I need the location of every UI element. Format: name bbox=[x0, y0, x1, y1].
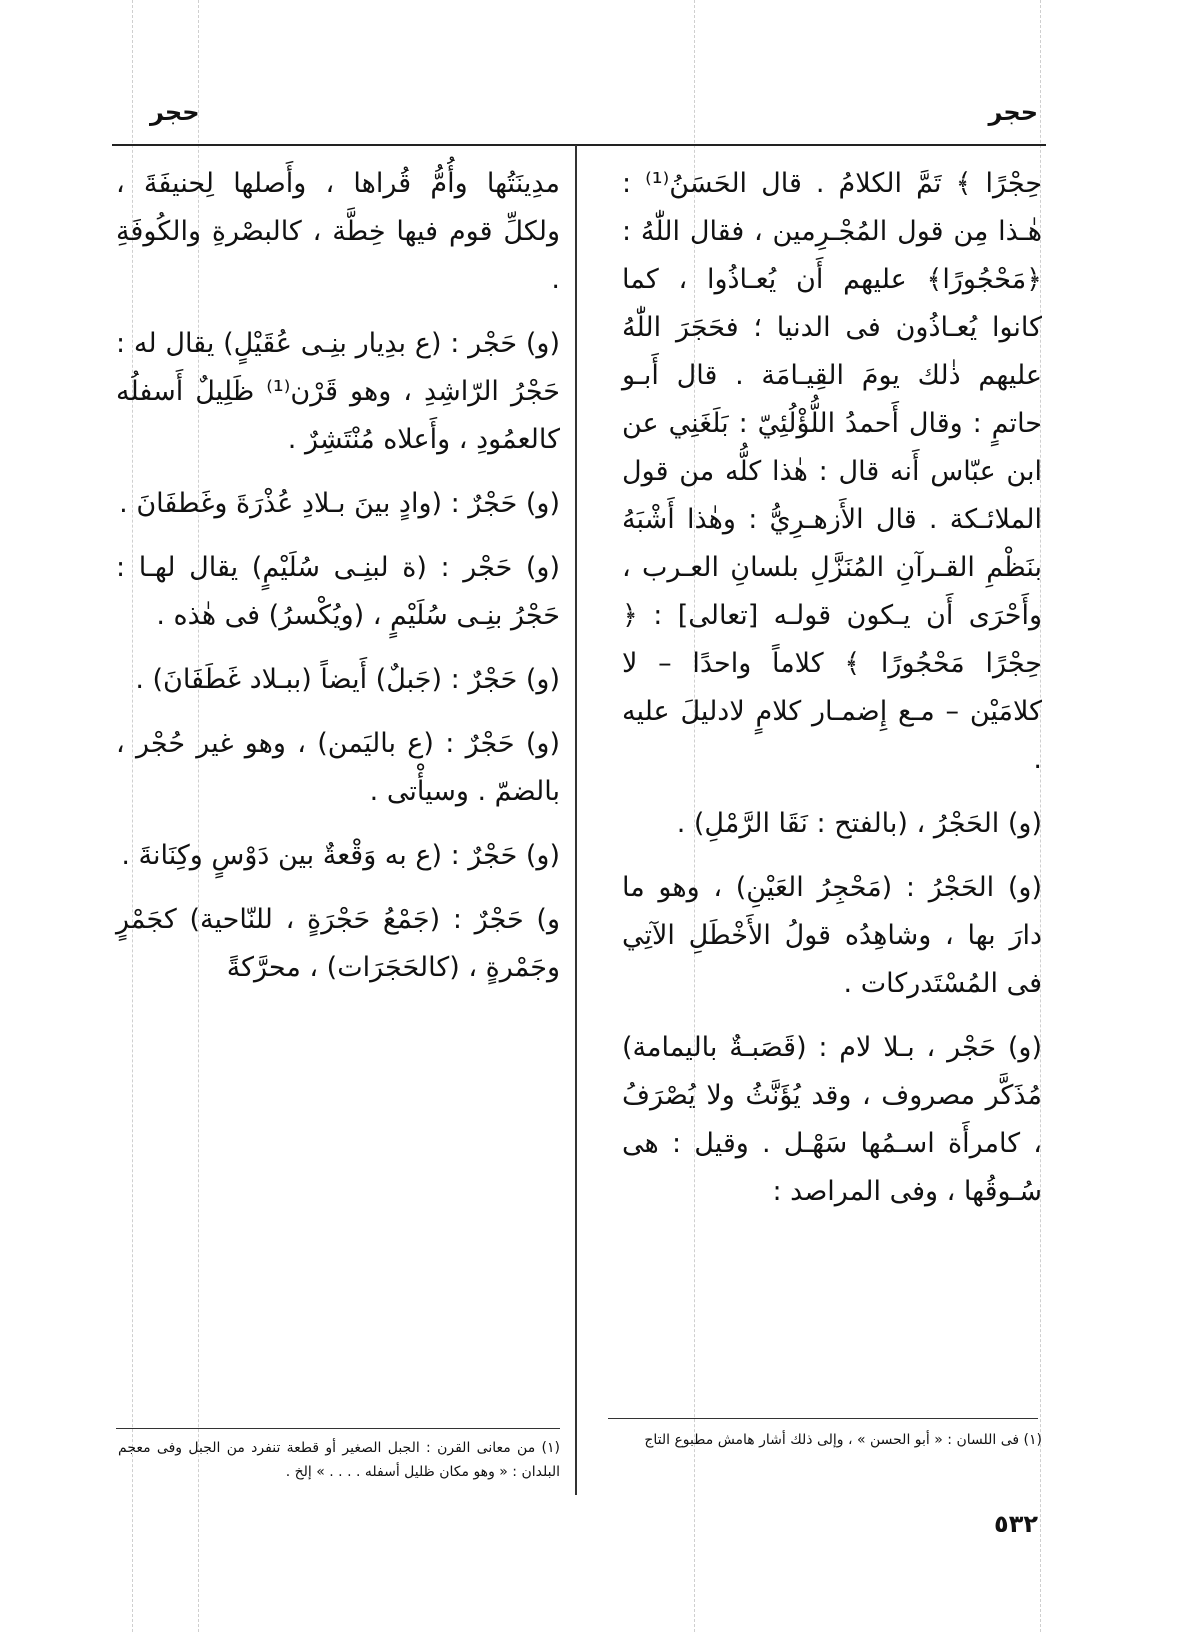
entry-paragraph: (و) الحَجْرُ : (مَحْجِرُ العَيْنِ) ، وهو ما دارَ بها ، وشاهِدُه قولُ الأَخْطَلِ الآتِي فى المُسْتَدركات . bbox=[622, 872, 1042, 999]
entry-paragraph: (و) حَجْر ، بـلا لام : (قَصَبـةٌ باليمامة) مُذَكَّر مصروف ، وقد يُؤَنَّثُ ولا يُصْرَفُ ، كامرأَة اسـمُها سَهْـل . وقيل : هى سُـوقُها ، وفى المراصد : bbox=[622, 1032, 1042, 1207]
entry-paragraph: و) حَجْرٌ : (جَمْعُ حَجْرَةٍ ، للنّاحية) كجَمْرٍ وجَمْرةٍ ، (كالحَجَرَات) ، محرَّكةً bbox=[116, 904, 560, 983]
entry-paragraph: (و) الحَجْرُ ، (بالفتح : نَقَا الرَّمْلِ) . bbox=[676, 808, 1042, 839]
entry-paragraph: (و) حَجْر : (ع بدِيار بنِـى عُقَيْلٍ) يقال له : حَجْرُ الرّاشِدِ ، وهو قَرْن⁽¹⁾ ظَلِيلٌ أَسفلُه كالعمُودِ ، وأَعلاه مُنْتَشِرٌ . bbox=[116, 328, 560, 455]
entry-paragraph: مدِينَتُها وأُمُّ قُراها ، وأَصلها لِحنيفَةَ ، ولكلِّ قوم فيها خِطَّة ، كالبصْرةِ والكُوفَةِ . bbox=[116, 168, 560, 295]
running-header-left: حجر bbox=[150, 98, 200, 126]
footnote-left: (١) من معانى القرن : الجبل الصغير أو قطعة تنفرد من الجبل وفى معجم البلدان : « وهو مكان ظليل أسفله . . . . » إلخ . bbox=[118, 1440, 560, 1480]
entry-paragraph: حِجْرًا ﴾ تَمَّ الكلامُ . قال الحَسَنُ⁽¹⁾ : هٰـذا مِن قول المُجْـرِمين ، فقال اللّٰهُ : ﴿مَحْجُورًا﴾ عليهم أَن يُعـاذُوا ، كما كانوا يُعـاذُون فى الدنيا ؛ فحَجَرَ اللّٰهُ عليهم ذٰلك يومَ القِيـامَة . قال أَبـو حاتمٍ : وقال أَحمدُ اللُّؤْلُئِيّ : بَلَغَنِي عن ابن عبّاس أَنه قال : هٰذا كلُّه من قول الملائـكة . قال الأَزهـرِيُّ : وهٰذا أَشْبَهُ بنَظْمِ القـرآنِ المُنَزَّلِ بلسانِ العـرب ، وأَحْرَى أَن يـكون قولـه [تعالى] : ﴿ حِجْرًا مَحْجُورًا ﴾ كلاماً واحدًا – لا كلامَيْن – مـع إِضمـار كلامٍ لادليلَ عليه . bbox=[622, 168, 1043, 775]
entry-paragraph: (و) حَجْر : (ة لبنِـى سُلَيْمٍ) يقال لهـا : حَجْرُ بنِـى سُلَيْمٍ ، (ويُكْسرُ) فى هٰذه . bbox=[116, 552, 560, 631]
running-header-right: حجر bbox=[988, 98, 1038, 126]
left-column bbox=[116, 160, 560, 1008]
entry-paragraph: (و) حَجْرٌ : (ع باليَمن) ، وهو غير حُجْر ، بالضمّ . وسيأْتى . bbox=[116, 728, 560, 807]
entry-paragraph: (و) حَجْرٌ : (جَبلٌ) أَيضاً (ببـلاد غَطَفَانَ) . bbox=[135, 664, 560, 695]
entry-paragraph: (و) حَجْرٌ : (ع به وَقْعةٌ بين دَوْسٍ وكِنَانةَ . bbox=[121, 840, 560, 871]
column-divider bbox=[575, 145, 577, 1495]
footnote-right: (١) فى اللسان : « أبو الحسن » ، وإلى ذلك أشار هامش مطبوع التاج bbox=[644, 1432, 1042, 1448]
right-column bbox=[622, 160, 1042, 1232]
footnote-rule-left bbox=[116, 1428, 560, 1429]
entry-paragraph: (و) حَجْرٌ : (وادٍ بينَ بـلادِ عُذْرَةَ وغَطفَانَ . bbox=[119, 488, 560, 519]
page-number: ٥٣٢ bbox=[994, 1510, 1038, 1538]
header-rule bbox=[112, 144, 1046, 146]
footnote-rule-right bbox=[608, 1418, 1038, 1419]
